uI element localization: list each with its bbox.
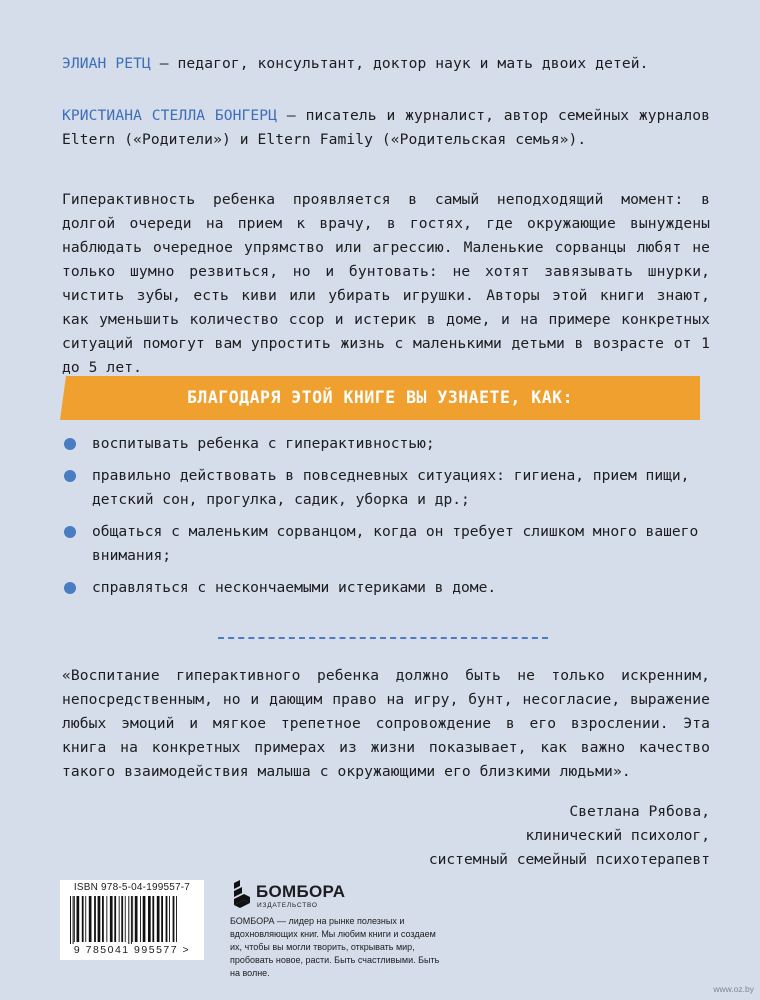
- barcode-bar: [148, 896, 151, 942]
- list-item: [62, 432, 702, 456]
- barcode-bar: [166, 896, 168, 942]
- bullet-dot-icon: [64, 438, 76, 450]
- learn-banner: [60, 376, 700, 420]
- author-1-name: ЭЛИАН РЕТЦ: [62, 55, 151, 72]
- barcode-bar: [89, 896, 92, 942]
- review-quote: «Воспитание гиперактивного ребенка должно быть не только искренним, непосредственным, но и дающим право на игру, бунт, несогласие, выражение любых эмоций и мягкое трепетное сопровождение в его взрослении. Эта книга на конкретных примерах из жизни показывает, как важно качество такого взаимодействия малыша с окружающими его близкими людьми».: [62, 667, 710, 780]
- barcode-bar: [70, 896, 71, 946]
- barcode-bar: [157, 896, 160, 942]
- list-item: [62, 576, 702, 600]
- barcode-bar: [132, 896, 133, 942]
- watermark: www.oz.by: [713, 984, 754, 994]
- bullet-dot-icon: [64, 470, 76, 482]
- barcode-bar: [114, 896, 116, 942]
- barcode-bar: [110, 896, 113, 942]
- review-signature: [429, 800, 710, 872]
- barcode-bar: [121, 896, 123, 942]
- barcode-bar: [94, 896, 96, 942]
- barcode-bar: [152, 896, 154, 942]
- barcode-bar: [140, 896, 141, 942]
- publisher-logo-sub: ИЗДАТЕЛЬСТВО: [257, 902, 318, 909]
- barcode-bar: [131, 896, 132, 946]
- barcode-bar: [119, 896, 120, 942]
- barcode-bar: [98, 896, 101, 942]
- barcode-bar: [106, 896, 107, 942]
- isbn-label: ISBN 978-5-04-199557-7: [73, 882, 191, 893]
- list-item: [62, 464, 702, 512]
- author-2-name: КРИСТИАНА СТЕЛЛА БОНГЕРЦ: [62, 107, 278, 124]
- bombora-logo-icon: [230, 880, 254, 910]
- list-item-text: воспитывать ребенка с гиперактивностью;: [92, 435, 435, 452]
- publisher-description: БОМБОРА — лидер на рынке полезных и вдохновляющих книг. Мы любим книги и создаем их, чтобы вы могли творить, открывать мир, пробовать новое, расти. Быть счастливыми. Быть на волне.: [230, 916, 440, 978]
- barcode-bar: [85, 896, 86, 942]
- list-item-text: общаться с маленьким сорванцом, когда он требует слишком много вашего внимания;: [92, 523, 699, 564]
- list-item-text: правильно действовать в повседневных ситуациях: гигиена, прием пищи, детский сон, прогулка, садик, уборка и др.;: [92, 467, 690, 508]
- bullet-dot-icon: [64, 526, 76, 538]
- barcode-icon: [68, 896, 196, 946]
- barcode-bar: [125, 896, 126, 942]
- annotation-text: Гиперактивность ребенка проявляется в самый неподходящий момент: в долгой очереди на прием к врачу, в гостях, где окружающие вынуждены наблюдать очередное упрямство или агрессию. Маленькие сорванцы любят не только шумно резвиться, но и бунтовать: не хотят завязывать шнурки, чистить зубы, есть киви или убирать игрушки. Авторы этой книги знают, как уменьшить количество ссор и истерик в доме, и на примере конкретных ситуаций помогут вам упростить жизнь с маленькими детьми в возрасте от 1 до 5 лет.: [62, 191, 710, 376]
- barcode-bar: [102, 896, 104, 942]
- author-2-description: — писатель и журналист, автор семейных журналов Eltern («Родители») и Eltern Family («Родительская семья»).: [62, 107, 710, 148]
- list-item: [62, 520, 702, 568]
- reviewer-name: Светлана Рябова,: [569, 803, 710, 820]
- barcode-number: 9 785041 995577 >: [60, 944, 204, 956]
- barcode-bar: [73, 896, 74, 946]
- author-2-bio: [62, 104, 710, 152]
- barcode-bar: [143, 896, 146, 942]
- dashed-divider: [218, 637, 548, 639]
- barcode-bar: [82, 896, 84, 942]
- barcode-bar: [74, 896, 75, 942]
- list-item-text: справляться с нескончаемыми истериками в доме.: [92, 579, 497, 596]
- benefits-list: [62, 432, 702, 608]
- bullet-dot-icon: [64, 582, 76, 594]
- barcode-bar: [176, 896, 177, 942]
- isbn-barcode-block: [60, 880, 204, 960]
- barcode-bar: [169, 896, 170, 942]
- barcode-bar: [161, 896, 163, 942]
- barcode-bar: [128, 896, 129, 946]
- publisher-logo-name: БОМБОРА: [256, 882, 346, 901]
- banner-text: БЛАГОДАРЯ ЭТОЙ КНИГЕ ВЫ УЗНАЕТЕ, КАК:: [186, 388, 574, 407]
- barcode-bar: [77, 896, 80, 942]
- barcode-bar: [135, 896, 138, 942]
- reviewer-role-1: клинический психолог,: [525, 827, 710, 844]
- author-1-bio: [62, 52, 710, 76]
- reviewer-role-2: системный семейный психотерапевт: [428, 851, 710, 868]
- author-1-description: — педагог, консультант, доктор наук и мать двоих детей.: [150, 55, 649, 72]
- barcode-bar: [173, 896, 175, 942]
- publisher-logo: [230, 878, 346, 918]
